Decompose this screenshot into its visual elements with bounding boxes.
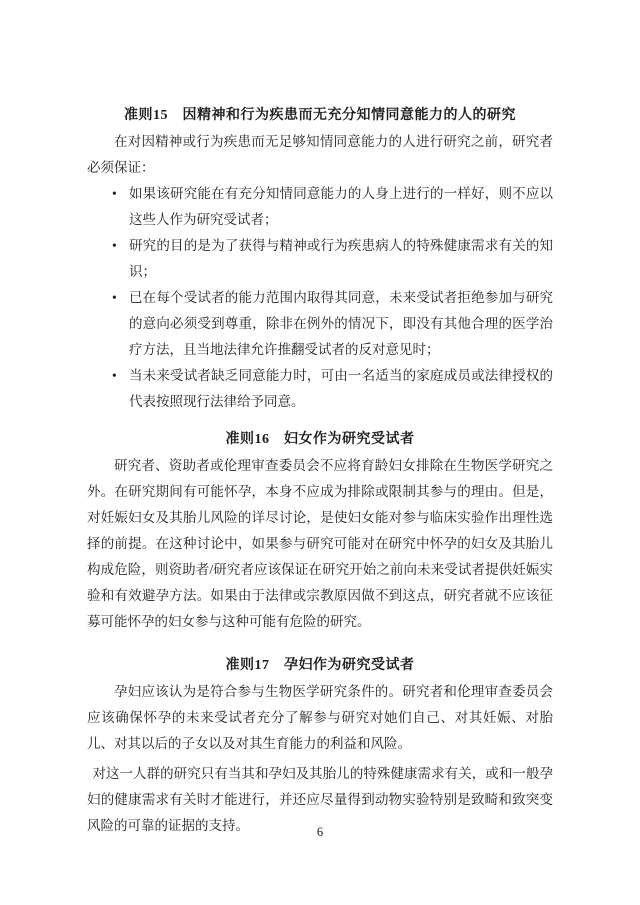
- guideline-15-intro-paragraph: 在对因精神或行为疾患而无足够知情同意能力的人进行研究之前，研究者必须保证：: [87, 134, 553, 175]
- bullet-icon: •: [112, 290, 117, 305]
- bullet-item: [87, 181, 553, 233]
- section-guideline-17: [87, 653, 553, 839]
- guideline-15-heading: 准则15 因精神和行为疾患而无充分知情同意能力的人的研究: [124, 108, 516, 123]
- section-guideline-16: [87, 427, 553, 635]
- bullet-item: [87, 285, 553, 363]
- bullet-item: [87, 363, 553, 415]
- section-guideline-15: [87, 103, 553, 415]
- bullet-text: 如果该研究能在有充分知情同意能力的人身上进行的一样好，则不应以这些人作为研究受试者；: [129, 186, 553, 227]
- guideline-16-heading: 准则16 妇女作为研究受试者: [225, 432, 415, 447]
- guideline-17-paragraph-2: 对这一人群的研究只有当其和孕妇及其胎儿的特殊健康需求有关，或和一般孕妇的健康需求有关时才能进行，并还应尽量得到动物实验特别是致畸和致突变风险的可靠的证据的支持。: [87, 766, 553, 833]
- bullet-icon: •: [112, 186, 117, 201]
- guideline-17-heading: 准则17 孕妇作为研究受试者: [225, 658, 415, 673]
- bullet-item: [87, 233, 553, 285]
- page-content: [87, 0, 553, 839]
- bullet-text: 当未来受试者缺乏同意能力时，可由一名适当的家庭成员或法律授权的代表按照现行法律给予同意。: [129, 368, 553, 409]
- bullet-text: 研究的目的是为了获得与精神或行为疾患病人的特殊健康需求有关的知识；: [129, 238, 553, 279]
- guideline-17-paragraph-1: 孕妇应该认为是符合参与生物医学研究条件的。研究者和伦理审查委员会应该确保怀孕的未来受试者充分了解参与研究对她们自己、对其妊娠、对胎儿、对其以后的子女以及对其生育能力的利益和风险。: [87, 684, 553, 751]
- guideline-15-bullet-list: [87, 181, 553, 415]
- guideline-16-paragraph: 研究者、资助者或伦理审查委员会不应将育龄妇女排除在生物医学研究之外。在研究期间有可能怀孕，本身不应成为排除或限制其参与的理由。但是，对妊娠妇女及其胎儿风险的详尽讨论，是使妇女能对参与临床实验作出理性选择的前提。在这种讨论中，如果参与研究可能对在研究中怀孕的妇女及其胎儿构成危险，则资助者/研究者应该保证在研究开始之前向未来受试者提供妊娠实验和有效避孕方法。如果由于法律或宗教原因做不到这点，研究者就不应该征募可能怀孕的妇女参与这种可能有危险的研究。: [87, 458, 553, 629]
- page-number: 6: [316, 825, 324, 839]
- bullet-text: 已在每个受试者的能力范围内取得其同意，未来受试者拒绝参加与研究的意向必须受到尊重，除非在例外的情况下，即没有其他合理的医学治疗方法，且当地法律允许推翻受试者的反对意见时；: [129, 290, 553, 357]
- bullet-icon: •: [112, 368, 117, 383]
- bullet-icon: •: [112, 238, 117, 253]
